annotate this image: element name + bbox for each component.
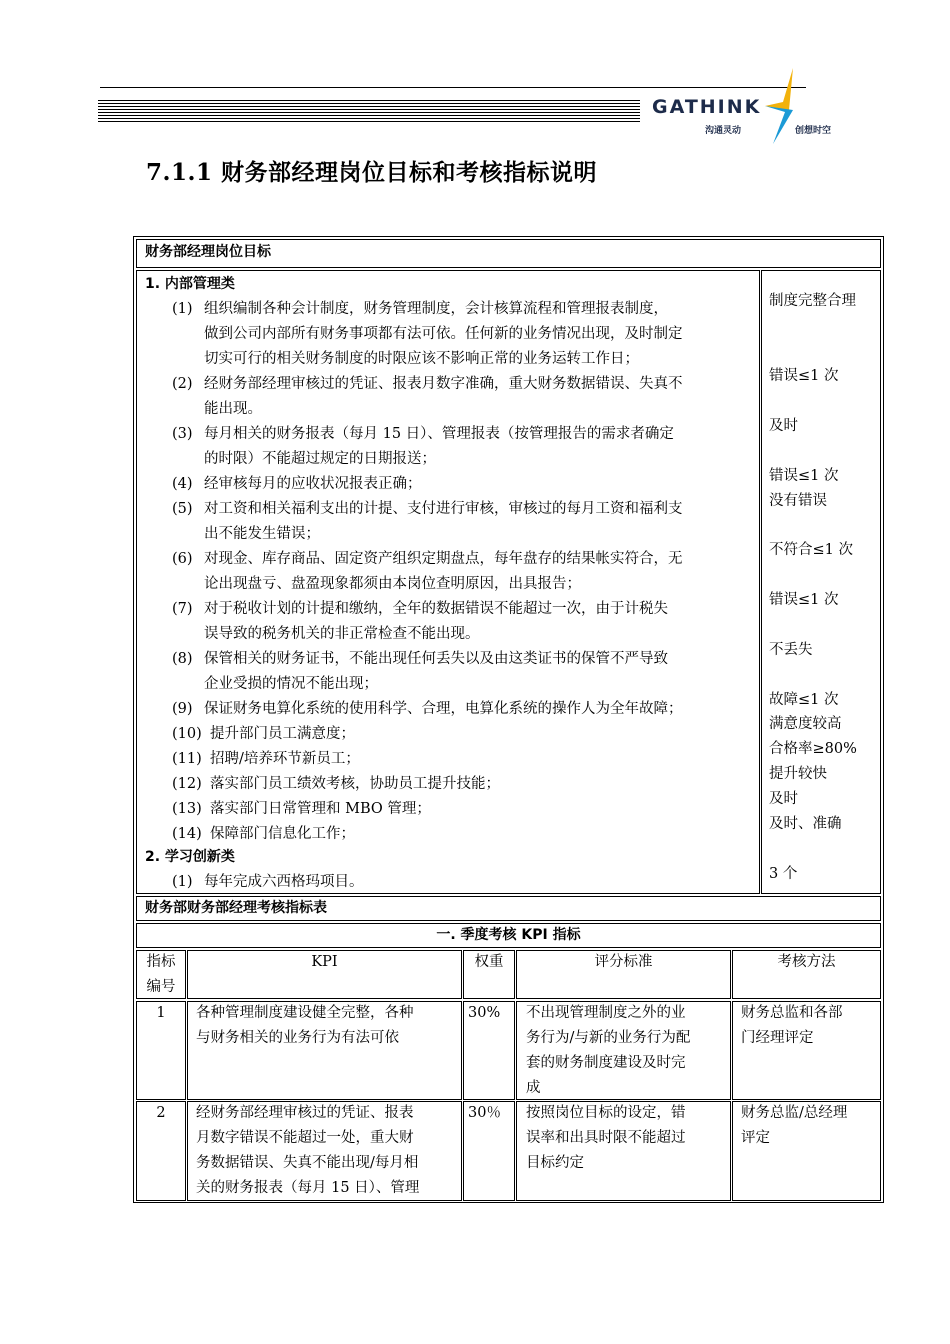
- criteria-item: 错误≤1 次: [769, 368, 839, 384]
- section1-heading: 财务部经理岗位目标: [145, 244, 271, 260]
- target-item-number: (13): [172, 801, 202, 817]
- kpi-row-id: 2: [156, 1105, 166, 1121]
- target-item-text: 对于税收计划的计提和缴纳，全年的数据错误不能超过一次，由于计税失: [204, 601, 668, 617]
- criteria-item: 3 个: [769, 866, 798, 882]
- kpi-header-2: 权重: [474, 954, 504, 970]
- target-item-text: 对工资和相关福利支出的计提、支付进行审核，审核过的每月工资和福利支: [204, 501, 683, 517]
- kpi-header-4: 考核方法: [777, 954, 836, 970]
- kpi-header-id: [136, 950, 186, 1000]
- kpi-row-standard-line: 目标约定: [526, 1155, 584, 1171]
- target-item-text: 切实可行的相关财务制度的时限应该不影响正常的业务运转工作日；: [204, 351, 639, 367]
- target-item-text: 对现金、库存商品、固定资产组织定期盘点，每年盘存的结果帐实符合，无: [204, 551, 683, 567]
- kpi-header-id-line: 编号: [146, 979, 176, 995]
- target-item-number: (9): [172, 701, 193, 717]
- kpi-row-method-line: 评定: [741, 1130, 770, 1146]
- target-item-number: (7): [172, 601, 193, 617]
- target-item-text: 招聘/培养环节新员工；: [210, 751, 360, 767]
- kpi-row-kpi-line: 各种管理制度建设健全完整，各种: [196, 1005, 414, 1021]
- kpi-row-standard-line: 务行为/与新的业务行为配: [526, 1030, 691, 1046]
- kpi-row-kpi: [196, 1001, 414, 1051]
- kpi-row-standard: [526, 1101, 686, 1176]
- kpi-row-method: [741, 1001, 843, 1051]
- target-item-number: (2): [172, 376, 193, 392]
- kpi-subheading: 一. 季度考核 KPI 指标: [436, 927, 581, 943]
- page-title: 7.1.1 财务部经理岗位目标和考核指标说明: [146, 159, 598, 186]
- company-logo: [645, 66, 860, 146]
- header-stripes: [98, 100, 640, 122]
- kpi-row-method: [741, 1101, 847, 1151]
- kpi-row-kpi-line: 经财务部经理审核过的凭证、报表: [196, 1105, 414, 1121]
- target-item-text: 出不能发生错误；: [204, 526, 320, 542]
- target-item-text: 的时限）不能超过规定的日期报送；: [204, 451, 436, 467]
- kpi-row-standard-line: 成: [526, 1080, 541, 1096]
- target-item-number: (10): [172, 726, 202, 742]
- target-item-number: (14): [172, 826, 202, 842]
- kpi-header-id-line: 指标: [146, 954, 176, 970]
- category-internal-management: 1. 内部管理类: [145, 276, 235, 292]
- criteria-item: 及时: [769, 791, 798, 807]
- kpi-row-standard-line: 套的财务制度建设及时完: [526, 1055, 686, 1071]
- kpi-row-method-line: 财务总监/总经理: [741, 1105, 848, 1121]
- kpi-row-kpi-line: 与财务相关的业务行为有法可依: [196, 1030, 399, 1046]
- criteria-item: 不丢失: [769, 642, 813, 658]
- target-item-text: 每月相关的财务报表（每月 15 日）、管理报表（按管理报告的需求者确定: [204, 426, 674, 442]
- target-item-text: 能出现。: [204, 401, 262, 417]
- target-item-text: 保管相关的财务证书，不能出现任何丢失以及由这类证书的保管不严导致: [204, 651, 668, 667]
- criteria-item: 不符合≤1 次: [769, 542, 853, 558]
- kpi-header-3: 评分标准: [594, 954, 653, 970]
- target-item-text: 做到公司内部所有财务事项都有法可依。任何新的业务情况出现，及时制定: [204, 326, 683, 342]
- target-item-text: 保证财务电算化系统的使用科学、合理，电算化系统的操作人为全年故障；: [204, 701, 683, 717]
- target-item-text: 误导致的税务机关的非正常检查不能出现。: [204, 626, 480, 642]
- target-item-number: (4): [172, 476, 193, 492]
- target-item-text: 经财务部经理审核过的凭证、报表月数字准确，重大财务数据错误、失真不: [204, 376, 683, 392]
- learning-item-text: 每年完成六西格玛项目。: [204, 874, 364, 890]
- target-item-text: 落实部门员工绩效考核，协助员工提升技能；: [210, 776, 500, 792]
- criteria-item: 制度完整合理: [769, 293, 856, 309]
- category-learning-innovation: 2. 学习创新类: [145, 849, 235, 865]
- kpi-row-weight: 30％: [468, 1105, 501, 1121]
- brand-tagline-right: 创想时空: [795, 126, 832, 136]
- target-item-number: (5): [172, 501, 193, 517]
- section2-heading: 财务部财务部经理考核指标表: [145, 900, 327, 916]
- kpi-row-id: 1: [156, 1005, 166, 1021]
- target-item-text: 保障部门信息化工作；: [210, 826, 355, 842]
- criteria-item: 提升较快: [769, 766, 827, 782]
- target-item-text: 企业受损的情况不能出现；: [204, 676, 378, 692]
- kpi-row-weight: 30%: [468, 1005, 501, 1021]
- target-item-number: (6): [172, 551, 193, 567]
- target-item-number: (12): [172, 776, 202, 792]
- criteria-item: 错误≤1 次: [769, 592, 839, 608]
- criteria-item: 满意度较高: [769, 716, 842, 732]
- target-item-number: (3): [172, 426, 193, 442]
- target-item-text: 组织编制各种会计制度，财务管理制度，会计核算流程和管理报表制度，: [204, 301, 668, 317]
- target-item-number: (11): [172, 751, 202, 767]
- target-item-text: 论出现盘亏、盘盈现象都须由本岗位查明原因，出具报告；: [204, 576, 581, 592]
- kpi-row-kpi-line: 务数据错误、失真不能出现/每月相: [196, 1155, 419, 1171]
- kpi-header-1: KPI: [311, 954, 338, 970]
- kpi-row-method-line: 财务总监和各部: [741, 1005, 843, 1021]
- target-item-text: 经审核每月的应收状况报表正确；: [204, 476, 422, 492]
- brand-tagline-left: 沟通灵动: [705, 126, 742, 136]
- kpi-row-standard-line: 不出现管理制度之外的业: [526, 1005, 686, 1021]
- brand-name: GATHINK: [652, 96, 762, 118]
- learning-item-number: (1): [172, 874, 193, 890]
- criteria-item: 错误≤1 次: [769, 468, 839, 484]
- criteria-item: 没有错误: [769, 493, 827, 509]
- criteria-item: 及时: [769, 418, 798, 434]
- criteria-item: 故障≤1 次: [769, 692, 839, 708]
- kpi-row-kpi-line: 关的财务报表（每月 15 日）、管理: [196, 1180, 420, 1196]
- target-item-text: 落实部门日常管理和 MBO 管理；: [210, 801, 431, 817]
- kpi-row-kpi: [196, 1101, 419, 1201]
- kpi-row-kpi-line: 月数字错误不能超过一处，重大财: [196, 1130, 414, 1146]
- criteria-item: 合格率≥80%: [769, 741, 857, 757]
- target-item-number: (8): [172, 651, 193, 667]
- kpi-row-standard-line: 按照岗位目标的设定，错: [526, 1105, 686, 1121]
- criteria-item: 及时、准确: [769, 816, 842, 832]
- kpi-row-standard-line: 误率和出具时限不能超过: [526, 1130, 686, 1146]
- kpi-row-method-line: 门经理评定: [741, 1030, 814, 1046]
- target-item-number: (1): [172, 301, 193, 317]
- kpi-row-standard: [526, 1001, 690, 1101]
- target-item-text: 提升部门员工满意度；: [210, 726, 355, 742]
